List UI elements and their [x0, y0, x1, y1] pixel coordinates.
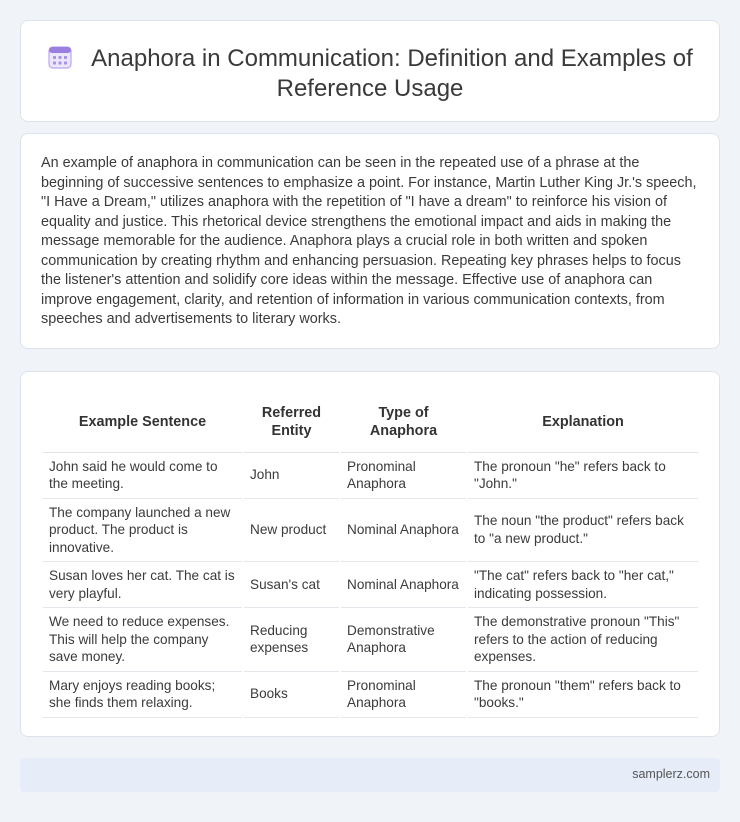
- table-row: [43, 562, 698, 608]
- footer-bar: [20, 758, 720, 792]
- header-referred-entity: Referred Entity: [243, 392, 340, 452]
- cell-explanation: The noun "the product" refers back to "a new product.": [467, 498, 698, 562]
- header-example-sentence: Example Sentence: [43, 392, 243, 452]
- page-title: Anaphora in Communication: Definition and Examples of Reference Usage: [91, 45, 693, 102]
- header-type-of-anaphora: Type of Anaphora: [340, 392, 467, 452]
- cell-entity: Reducing expenses: [243, 608, 340, 672]
- cell-sentence: We need to reduce expenses. This will help the company save money.: [43, 608, 243, 672]
- cell-type: Nominal Anaphora: [340, 562, 467, 608]
- calendar-icon: [47, 44, 73, 70]
- cell-entity: New product: [243, 498, 340, 562]
- cell-type: Nominal Anaphora: [340, 498, 467, 562]
- cell-sentence: The company launched a new product. The product is innovative.: [43, 498, 243, 562]
- table-row: [43, 498, 698, 562]
- title-card: [20, 20, 720, 122]
- footer-site-link[interactable]: samplerz.com: [632, 767, 710, 781]
- intro-card: [20, 133, 720, 349]
- cell-type: Demonstrative Anaphora: [340, 608, 467, 672]
- cell-entity: John: [243, 452, 340, 498]
- intro-paragraph: An example of anaphora in communication can be seen in the repeated use of a phrase at the beginning of successive sentences to emphasize a point. For instance, Martin Luther King Jr.'s speech, "I Have a Dream," utilizes anaphora with the repetition of "I have a dream" to reinforce his vision of equality and justice. This rhetorical device strengthens the emotional impact and aids in making the message memorable for the audience. Anaphora plays a crucial role in both written and spoken communication by creating rhythm and enhancing persuasion. Repeating key phrases helps to focus the listener's attention and solidify core ideas within the message. Effective use of anaphora can improve engagement, clarity, and retention of information in various communication contexts, from speeches and advertisements to literary works.: [41, 155, 697, 327]
- cell-explanation: The demonstrative pronoun "This" refers to the action of reducing expenses.: [467, 608, 698, 672]
- cell-explanation: "The cat" refers back to "her cat," indicating possession.: [467, 562, 698, 608]
- cell-sentence: Susan loves her cat. The cat is very playful.: [43, 562, 243, 608]
- cell-sentence: John said he would come to the meeting.: [43, 452, 243, 498]
- header-explanation: Explanation: [467, 392, 698, 452]
- cell-entity: Books: [243, 671, 340, 717]
- table-row: [43, 608, 698, 672]
- cell-sentence: Mary enjoys reading books; she finds them relaxing.: [43, 671, 243, 717]
- cell-explanation: The pronoun "them" refers back to "books.": [467, 671, 698, 717]
- page-title-wrap: [21, 44, 719, 104]
- examples-table: [43, 392, 698, 718]
- cell-explanation: The pronoun "he" refers back to "John.": [467, 452, 698, 498]
- table-header-row: [43, 392, 698, 452]
- cell-type: Pronominal Anaphora: [340, 452, 467, 498]
- examples-card: [20, 371, 720, 737]
- table-row: [43, 671, 698, 717]
- table-row: [43, 452, 698, 498]
- cell-entity: Susan's cat: [243, 562, 340, 608]
- cell-type: Pronominal Anaphora: [340, 671, 467, 717]
